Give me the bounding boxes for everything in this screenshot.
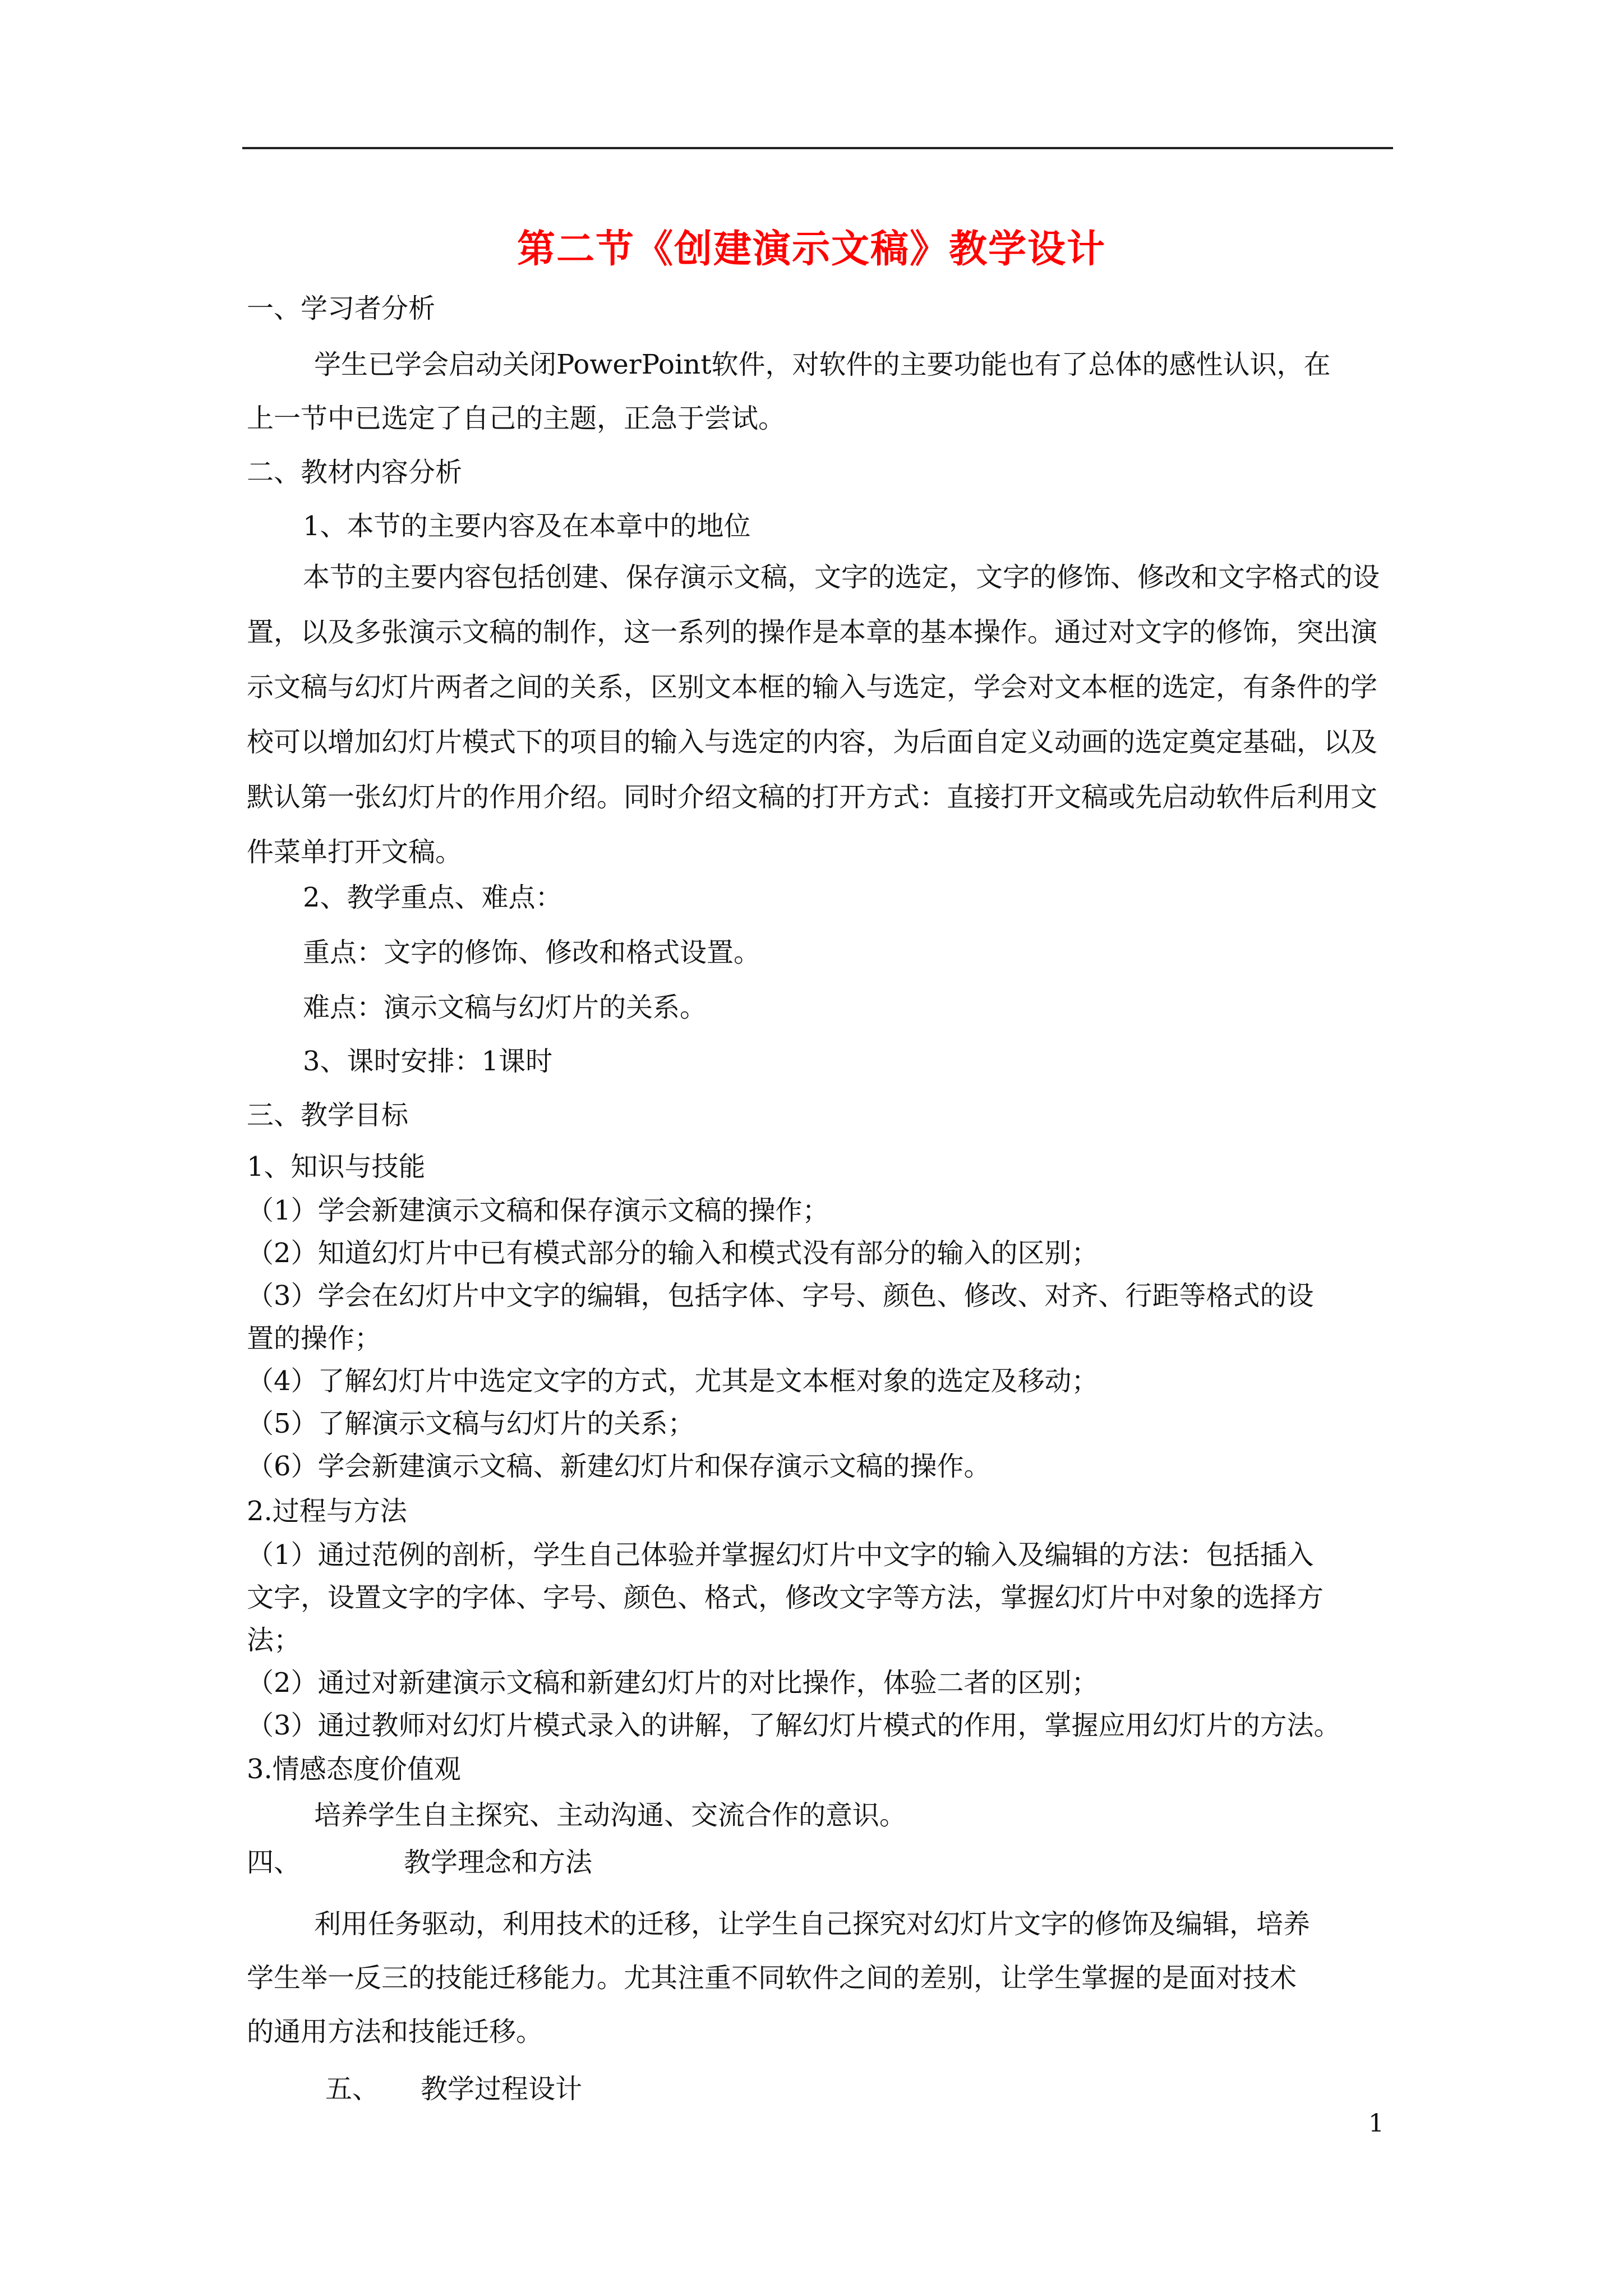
paragraph-line: 学生举一反三的技能迁移能力。尤其注重不同软件之间的差别，让学生掌握的是面对技术 (247, 1962, 1297, 1994)
list-item: （5）了解演示文稿与幻灯片的关系； (247, 1408, 695, 1439)
paragraph-content-overview: 本节的主要内容包括创建、保存演示文稿，文字的选定，文字的修饰、修改和文字格式的设置，以及多张演示文稿的制作，这一系列的操作是本章的基本操作。通过对文字的修饰，突出演示文稿与幻灯片两者之间的关系，区别文本框的输入与选定，学会对文本框的选定，有条件的学校可以增加幻灯片模式下的项目的输入与选定的内容，为后面自定义动画的选定奠定基础，以及默认第一张幻灯片的作用介绍。同时介绍文稿的打开方式：直接打开文稿或先启动软件后利用文件菜单打开文稿。 (247, 562, 1380, 868)
difficult-point: 难点：演示文稿与幻灯片的关系。 (303, 992, 707, 1023)
subheading: 3、课时安排：1课时 (303, 1046, 553, 1077)
subheading: 2.过程与方法 (247, 1496, 407, 1527)
key-point: 重点：文字的修饰、修改和格式设置。 (303, 937, 761, 968)
subheading: 1、本节的主要内容及在本章中的地位 (303, 510, 751, 542)
list-item: 法； (247, 1625, 301, 1656)
paragraph-line: 上一节中已选定了自己的主题，正急于尝试。 (247, 403, 786, 434)
section-number: 四、 (247, 1847, 301, 1878)
section-heading-process: 教学过程设计 (421, 2073, 583, 2105)
subheading: 1、知识与技能 (247, 1151, 426, 1182)
subheading: 3.情感态度价值观 (247, 1754, 461, 1785)
list-item: （1）通过范例的剖析，学生自己体验并掌握幻灯片中文字的输入及编辑的方法：包括插入 (247, 1539, 1314, 1571)
section-heading-objectives: 三、教学目标 (247, 1099, 409, 1131)
list-item: （3）学会在幻灯片中文字的编辑，包括字体、字号、颜色、修改、对齐、行距等格式的设 (247, 1280, 1314, 1312)
list-item: 置的操作； (247, 1323, 382, 1354)
list-item: （3）通过教师对幻灯片模式录入的讲解，了解幻灯片模式的作用，掌握应用幻灯片的方法。 (247, 1710, 1341, 1741)
paragraph-line: 学生已学会启动关闭PowerPoint软件，对软件的主要功能也有了总体的感性认识，在 (314, 349, 1331, 380)
list-item: （1）学会新建演示文稿和保存演示文稿的操作； (247, 1195, 829, 1226)
list-item: （2）通过对新建演示文稿和新建幻灯片的对比操作，体验二者的区别； (247, 1667, 1099, 1699)
document-title: 第二节《创建演示文稿》教学设计 (517, 227, 1106, 272)
section-number: 五、 (325, 2073, 380, 2105)
section-heading-content-analysis: 二、教材内容分析 (247, 457, 463, 488)
paragraph-line: 利用任务驱动，利用技术的迁移，让学生自己探究对幻灯片文字的修饰及编辑，培养 (314, 1908, 1311, 1940)
paragraph-line: 培养学生自主探究、主动沟通、交流合作的意识。 (314, 1800, 907, 1831)
paragraph-line: 的通用方法和技能迁移。 (247, 2016, 543, 2047)
list-item: （2）知道幻灯片中已有模式部分的输入和模式没有部分的输入的区别； (247, 1237, 1099, 1269)
page-number: 1 (1368, 2109, 1384, 2138)
list-item: （6）学会新建演示文稿、新建幻灯片和保存演示文稿的操作。 (247, 1451, 991, 1482)
subheading: 2、教学重点、难点： (303, 882, 562, 913)
list-item: （4）了解幻灯片中选定文字的方式，尤其是文本框对象的选定及移动； (247, 1365, 1099, 1397)
section-heading-philosophy: 教学理念和方法 (404, 1847, 593, 1878)
section-heading-learner-analysis: 一、学习者分析 (247, 293, 436, 324)
list-item: 文字，设置文字的字体、字号、颜色、格式，修改文字等方法，掌握幻灯片中对象的选择方 (247, 1582, 1324, 1613)
header-rule (242, 147, 1393, 149)
